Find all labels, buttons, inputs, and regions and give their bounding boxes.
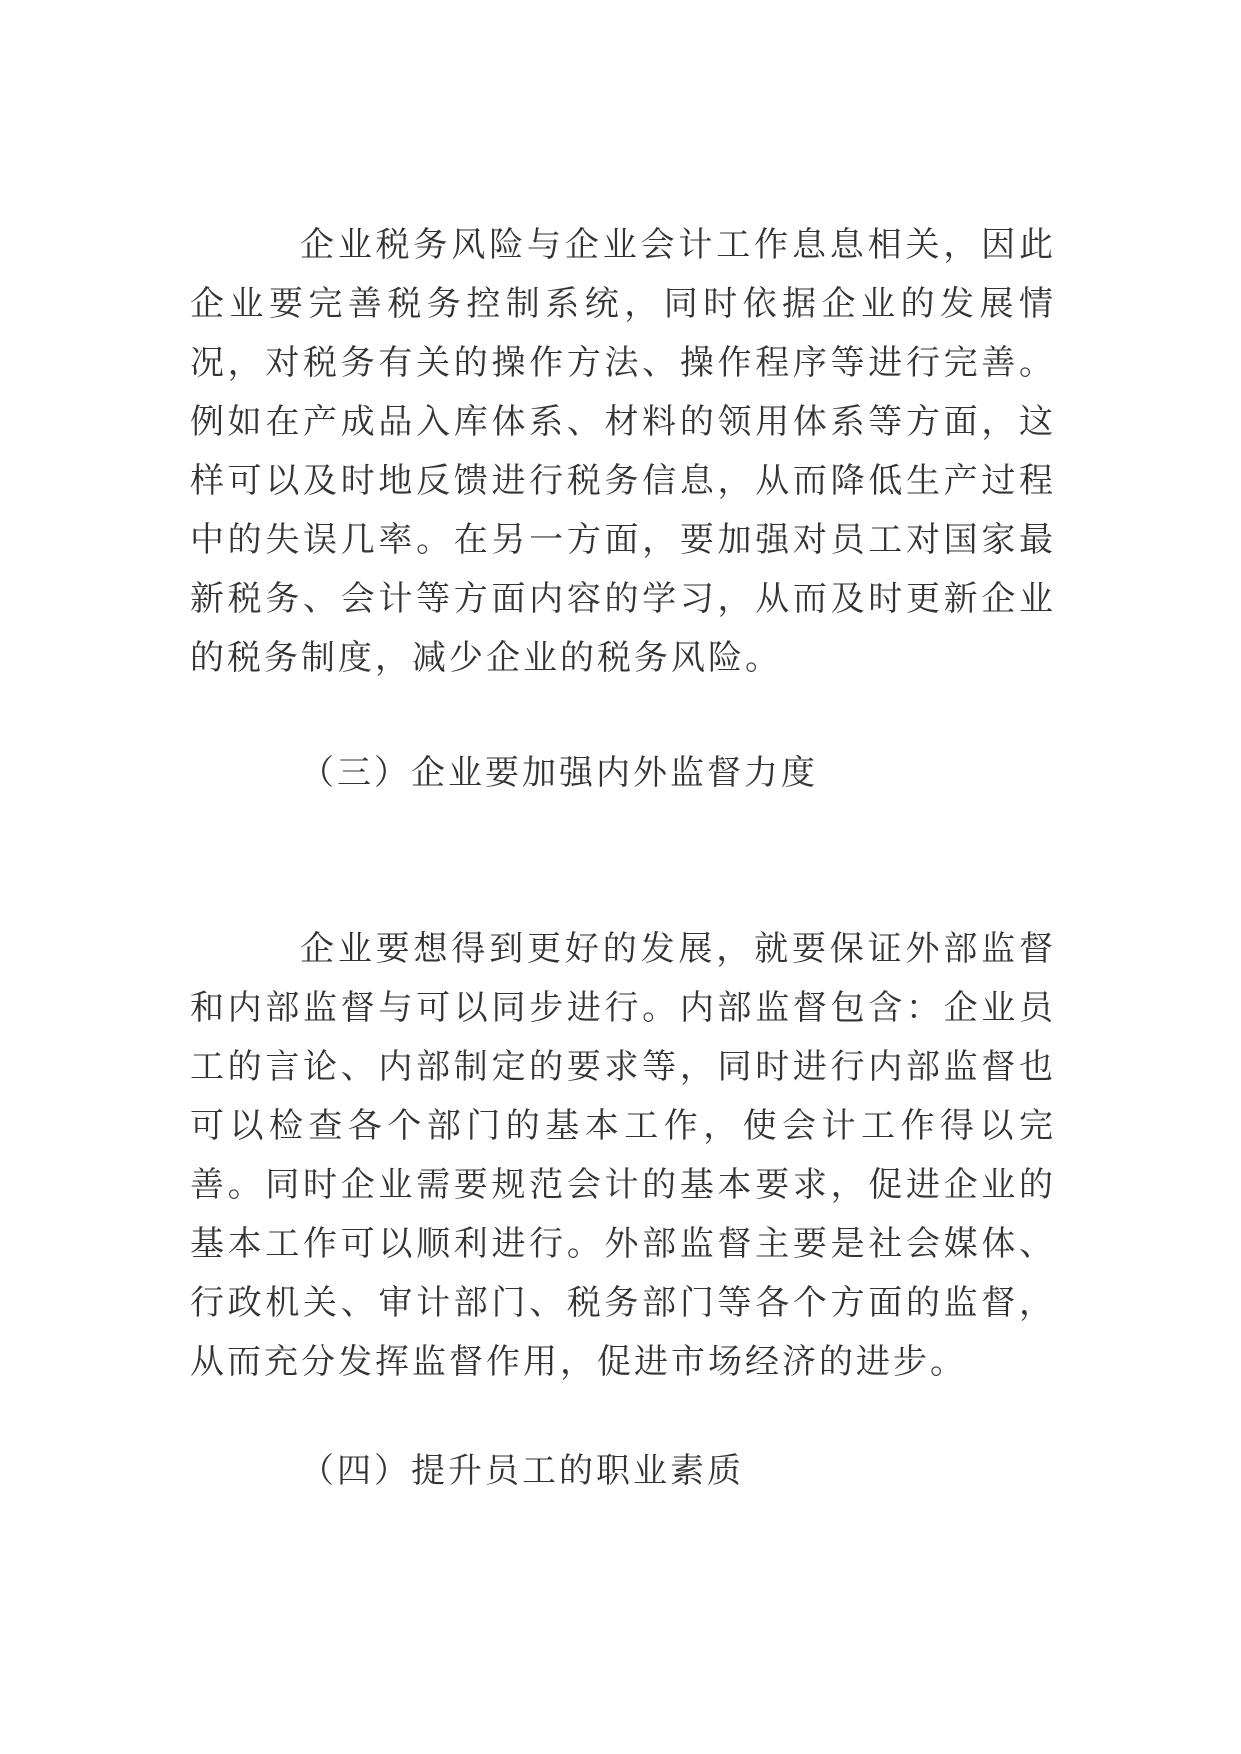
section-heading-supervision: （三）企业要加强内外监督力度 — [300, 753, 818, 793]
section-heading-staff-quality: （四）提升员工的职业素质 — [300, 1451, 744, 1491]
body-paragraph-supervision: 企业要想得到更好的发展，就要保证外部监督和内部监督与可以同步进行。内部监督包含：企业员工的言论、内部制定的要求等，同时进行内部监督也可以检查各个部门的基本工作，使会计工作得以完善。同时企业需要规范会计的基本要求，促进企业的基本工作可以顺利进行。外部监督主要是社会媒体、行政机关、审计部门、税务部门等各个方面的监督，从而充分发挥监督作用，促进市场经济的进步。 — [190, 929, 1056, 1382]
body-paragraph-tax-risk: 企业税务风险与企业会计工作息息相关，因此企业要完善税务控制系统，同时依据企业的发展情况，对税务有关的操作方法、操作程序等进行完善。例如在产成品入库体系、材料的领用体系等方面，这样可以及时地反馈进行税务信息，从而降低生产过程中的失误几率。在另一方面，要加强对员工对国家最新税务、会计等方面内容的学习，从而及时更新企业的税务制度，减少企业的税务风险。 — [190, 225, 1056, 678]
